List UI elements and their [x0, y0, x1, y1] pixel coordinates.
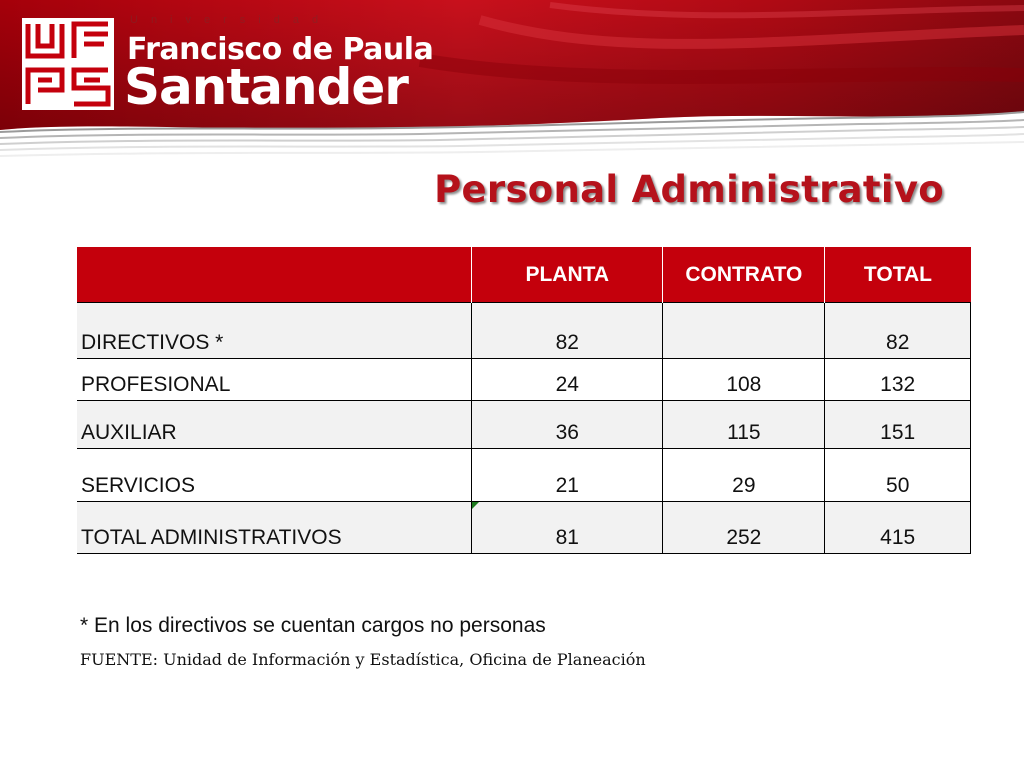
row-label: DIRECTIVOS *	[77, 303, 472, 359]
cell-planta: 21	[472, 449, 663, 502]
ufps-logo-icon	[22, 18, 114, 110]
header-contrato: CONTRATO	[663, 247, 825, 303]
table-row	[77, 502, 971, 554]
header-blank	[77, 247, 472, 303]
cell-total: 415	[825, 502, 971, 554]
cell-total: 82	[825, 303, 971, 359]
table-row	[77, 303, 971, 359]
row-label: TOTAL ADMINISTRATIVOS	[77, 502, 472, 554]
header-total: TOTAL	[825, 247, 971, 303]
university-name-line1: Francisco de Paula	[127, 32, 434, 67]
cell-total: 132	[825, 359, 971, 401]
staff-table	[77, 247, 971, 554]
cell-total: 50	[825, 449, 971, 502]
university-name-line2: Santander	[124, 58, 408, 116]
row-label: PROFESIONAL	[77, 359, 472, 401]
cell-planta: 36	[472, 401, 663, 449]
table-row	[77, 401, 971, 449]
cell-comment-marker	[472, 502, 479, 509]
cell-planta: 81	[472, 502, 663, 554]
cell-contrato: 29	[663, 449, 825, 502]
cell-planta: 82	[472, 303, 663, 359]
cell-contrato: 252	[663, 502, 825, 554]
header-planta: PLANTA	[472, 247, 663, 303]
row-label: SERVICIOS	[77, 449, 472, 502]
university-subtitle: Universidad	[130, 14, 332, 26]
footnote: * En los directivos se cuentan cargos no personas	[80, 614, 546, 637]
cell-total: 151	[825, 401, 971, 449]
table-header-row	[77, 247, 971, 303]
source-note: FUENTE: Unidad de Información y Estadística, Oficina de Planeación	[80, 650, 646, 669]
row-label: AUXILIAR	[77, 401, 472, 449]
cell-contrato: 108	[663, 359, 825, 401]
table-row	[77, 359, 971, 401]
cell-contrato	[663, 303, 825, 359]
table-row	[77, 449, 971, 502]
cell-planta: 24	[472, 359, 663, 401]
page-title: Personal Administrativo	[434, 168, 944, 211]
cell-contrato: 115	[663, 401, 825, 449]
